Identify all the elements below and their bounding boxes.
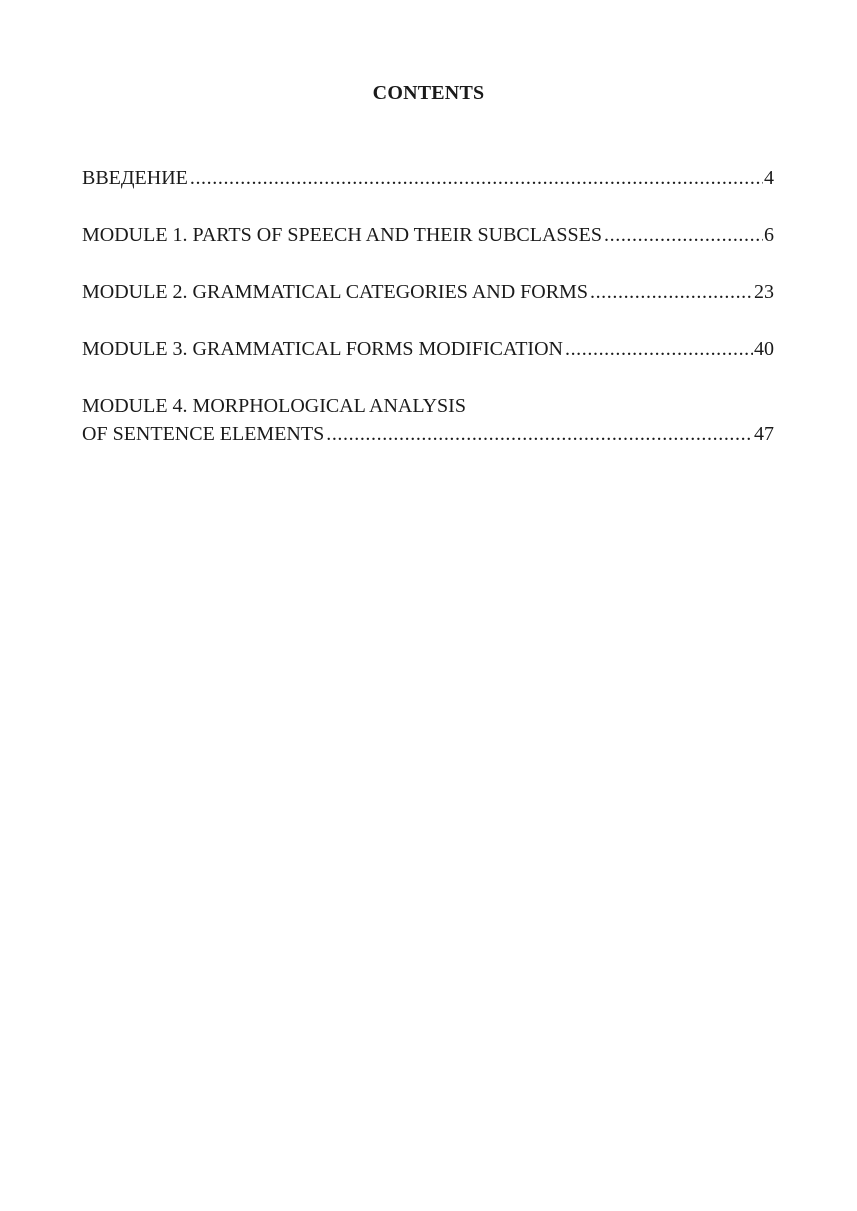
toc-page-number: 4 [764,167,774,189]
toc-entry-module-3[interactable] [82,335,774,363]
dot-leader [590,278,753,306]
toc-entry-title-line-1: MODULE 4. MORPHOLOGICAL ANALYSIS [82,395,466,417]
dot-leader [565,335,753,363]
toc-line [82,164,774,192]
toc-entry-introduction[interactable] [82,164,774,192]
toc-line [82,335,774,363]
toc-entry-title: MODULE 1. PARTS OF SPEECH AND THEIR SUBCLASSES [82,224,603,246]
toc-line [82,420,774,448]
toc-entry-title: MODULE 3. GRAMMATICAL FORMS MODIFICATION [82,338,563,360]
toc-entry-module-1[interactable] [82,221,774,249]
toc-page-number: 23 [754,281,774,303]
toc-entry-module-4[interactable] [82,392,774,448]
toc-page-number: 47 [754,423,774,445]
toc-page-number: 6 [764,224,774,246]
toc-entry-title-line-2: OF SENTENCE ELEMENTS [82,423,325,445]
dot-leader [326,420,753,448]
toc-page-number: 40 [754,338,774,360]
toc-entry-module-2[interactable] [82,278,774,306]
dot-leader [604,221,763,249]
toc-entry-title: MODULE 2. GRAMMATICAL CATEGORIES AND FORMS [82,281,588,303]
toc-line [82,278,774,306]
dot-leader [190,164,763,192]
page-title: CONTENTS [372,82,485,104]
toc-line [82,221,774,249]
toc-entry-title: ВВЕДЕНИЕ [82,167,188,189]
table-of-contents [82,164,774,448]
